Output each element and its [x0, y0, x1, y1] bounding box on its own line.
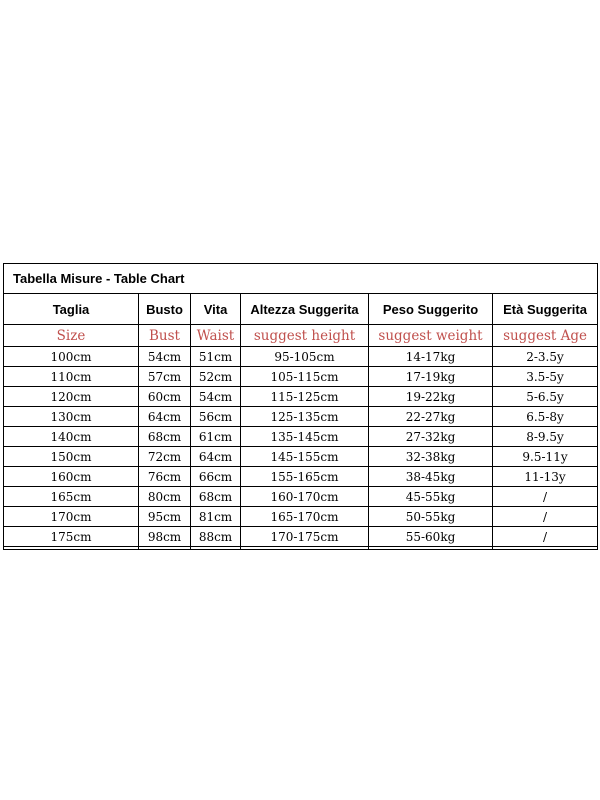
edge-cell [191, 547, 241, 550]
header-bust: Busto [139, 294, 191, 325]
cell-bust: 64cm [139, 407, 191, 427]
cell-height: 170-175cm [241, 527, 369, 547]
cell-age: / [493, 527, 598, 547]
cell-weight: 27-32kg [369, 427, 493, 447]
cell-weight: 14-17kg [369, 347, 493, 367]
header-size: Taglia [4, 294, 139, 325]
cell-bust: 54cm [139, 347, 191, 367]
cell-waist: 61cm [191, 427, 241, 447]
table-row [4, 447, 598, 467]
cell-bust: 76cm [139, 467, 191, 487]
cell-height: 115-125cm [241, 387, 369, 407]
table-row [4, 487, 598, 507]
cell-height: 145-155cm [241, 447, 369, 467]
cell-bust: 80cm [139, 487, 191, 507]
cell-weight: 50-55kg [369, 507, 493, 527]
subheader-age: suggest Age [493, 325, 598, 347]
cell-age: 9.5-11y [493, 447, 598, 467]
subheader-bust: Bust [139, 325, 191, 347]
header-row [4, 294, 598, 325]
cell-bust: 57cm [139, 367, 191, 387]
header-waist: Vita [191, 294, 241, 325]
edge-cell [139, 547, 191, 550]
cell-waist: 54cm [191, 387, 241, 407]
cell-waist: 52cm [191, 367, 241, 387]
cell-weight: 55-60kg [369, 527, 493, 547]
cell-waist: 68cm [191, 487, 241, 507]
cell-height: 155-165cm [241, 467, 369, 487]
cell-age: 11-13y [493, 467, 598, 487]
cell-weight: 45-55kg [369, 487, 493, 507]
header-height: Altezza Suggerita [241, 294, 369, 325]
subheader-waist: Waist [191, 325, 241, 347]
cell-bust: 95cm [139, 507, 191, 527]
cell-height: 165-170cm [241, 507, 369, 527]
cell-waist: 51cm [191, 347, 241, 367]
size-chart-table [3, 263, 598, 550]
edge-cell [493, 547, 598, 550]
table-row [4, 367, 598, 387]
cell-size: 160cm [4, 467, 139, 487]
cell-age: 6.5-8y [493, 407, 598, 427]
subheader-weight: suggest weight [369, 325, 493, 347]
table-row [4, 527, 598, 547]
cell-size: 110cm [4, 367, 139, 387]
table-row [4, 407, 598, 427]
cell-weight: 38-45kg [369, 467, 493, 487]
cell-bust: 72cm [139, 447, 191, 467]
cell-size: 140cm [4, 427, 139, 447]
title-row [4, 264, 598, 294]
cell-size: 170cm [4, 507, 139, 527]
cell-weight: 17-19kg [369, 367, 493, 387]
cell-age: 2-3.5y [493, 347, 598, 367]
cell-height: 160-170cm [241, 487, 369, 507]
cell-height: 105-115cm [241, 367, 369, 387]
cell-age: 5-6.5y [493, 387, 598, 407]
cell-size: 175cm [4, 527, 139, 547]
cell-bust: 98cm [139, 527, 191, 547]
cell-bust: 68cm [139, 427, 191, 447]
cell-size: 165cm [4, 487, 139, 507]
cell-age: 3.5-5y [493, 367, 598, 387]
cell-age: / [493, 507, 598, 527]
cell-age: 8-9.5y [493, 427, 598, 447]
table-row [4, 387, 598, 407]
table-row [4, 507, 598, 527]
table-bottom-edge [4, 547, 598, 550]
subheader-row [4, 325, 598, 347]
cell-weight: 19-22kg [369, 387, 493, 407]
cell-age: / [493, 487, 598, 507]
cell-height: 135-145cm [241, 427, 369, 447]
table-row [4, 467, 598, 487]
table-row [4, 347, 598, 367]
edge-cell [4, 547, 139, 550]
header-weight: Peso Suggerito [369, 294, 493, 325]
header-age: Età Suggerita [493, 294, 598, 325]
cell-height: 125-135cm [241, 407, 369, 427]
cell-size: 150cm [4, 447, 139, 467]
edge-cell [241, 547, 369, 550]
cell-waist: 56cm [191, 407, 241, 427]
cell-weight: 32-38kg [369, 447, 493, 467]
cell-size: 130cm [4, 407, 139, 427]
cell-size: 100cm [4, 347, 139, 367]
cell-weight: 22-27kg [369, 407, 493, 427]
table-row [4, 427, 598, 447]
cell-height: 95-105cm [241, 347, 369, 367]
cell-bust: 60cm [139, 387, 191, 407]
cell-waist: 88cm [191, 527, 241, 547]
table-title: Tabella Misure - Table Chart [4, 264, 598, 294]
cell-waist: 81cm [191, 507, 241, 527]
subheader-size: Size [4, 325, 139, 347]
cell-size: 120cm [4, 387, 139, 407]
cell-waist: 66cm [191, 467, 241, 487]
subheader-height: suggest height [241, 325, 369, 347]
cell-waist: 64cm [191, 447, 241, 467]
edge-cell [369, 547, 493, 550]
